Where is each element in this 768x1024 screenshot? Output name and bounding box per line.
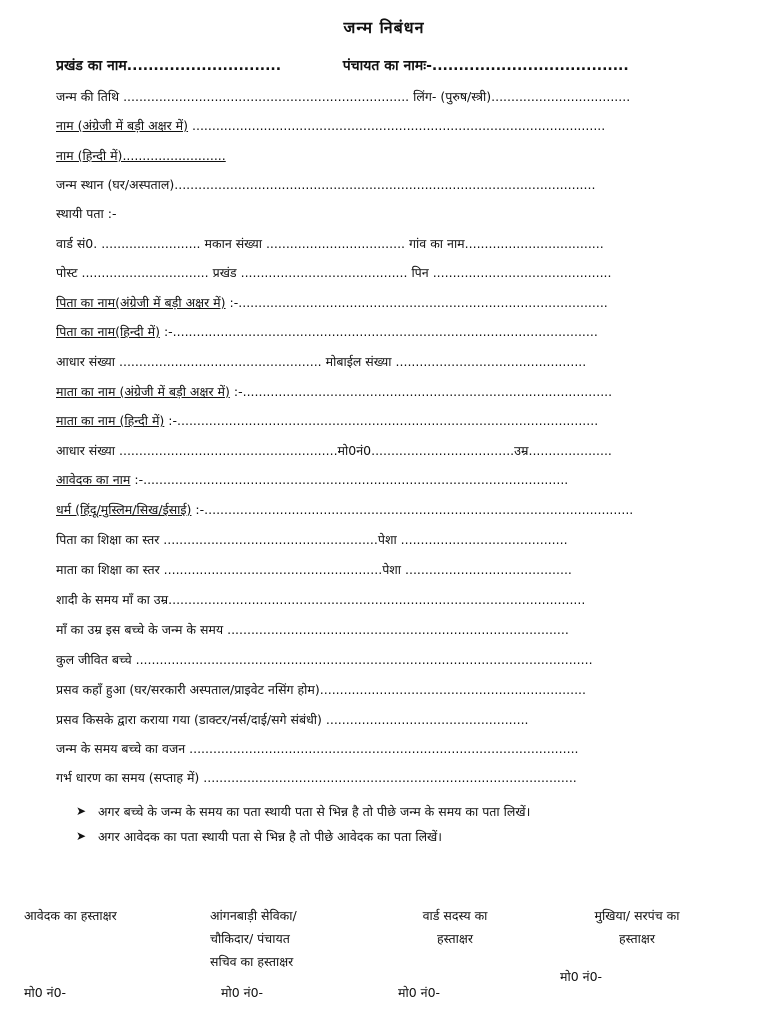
permanent-address-label: स्थायी पता :- (56, 206, 117, 221)
birth-place-field: जन्म स्थान (घर/अस्पताल).......................................................................................................... (56, 177, 596, 192)
mukhiya-mobile-label: मो0 नं0- (560, 969, 603, 984)
post-block-pin-field: पोस्ट ................................ प्रखंड .......................................... पिन ............................................. (56, 265, 612, 280)
panchayat-name-field: पंचायत का नामः-..................................... (342, 58, 629, 74)
mukhiya-signature (562, 904, 712, 950)
mother-name-hindi-label: माता का नाम (हिन्दी में) (56, 413, 165, 428)
father-name-hindi-label: पिता का नाम(हिन्दी में) (56, 324, 160, 339)
ward-member-signature-line-1: वार्ड सदस्य का (422, 908, 488, 923)
note-text: अगर बच्चे के जन्म के समय का पता स्थायी पता से भिन्न है तो पीछे जन्म के समय का पता लिखें। (98, 804, 531, 819)
religion-label: धर्म (हिंदू/मुस्लिम/सिख/ईसाई) (56, 502, 192, 517)
delivery-by-field: प्रसव किसके द्वारा कराया गया (डाक्टर/नर्स/दाई/सगे संबंधी) ................................................... (56, 712, 529, 727)
applicant-name-label: आवेदक का नाम (56, 472, 131, 487)
name-english-label: नाम (अंग्रेजी में बड़ी अक्षर में) (56, 118, 189, 133)
arrow-bullet-icon: ➤ (76, 804, 87, 818)
mother-education-field: माता का शिक्षा का स्तर .......................................................पेशा .......................................... (56, 562, 572, 577)
anganwadi-signature-line-3: सचिव का हस्ताक्षर (210, 954, 294, 969)
ward-member-mobile-label: मो0 नं0- (398, 985, 441, 1000)
dob-gender-field: जन्म की तिथि ........................................................................ लिंग- (पुरुष/स्त्री)................................... (56, 89, 631, 104)
ward-member-signature-line-2: हस्ताक्षर (437, 931, 473, 946)
father-name-hindi-blank: :-........................................................................................................... (163, 324, 598, 339)
mother-aadhaar-mobile-age-field: आधार संख्या .......................................................मो0नं0....................................उम्र..................... (56, 443, 612, 458)
mukhiya-signature-line-2: हस्ताक्षर (619, 931, 655, 946)
name-english-blank: ........................................................................................................ (192, 118, 606, 133)
anganwadi-signature-line-1: आंगनबाड़ी सेविका/ (210, 908, 297, 923)
notes-list (76, 800, 716, 850)
mukhiya-signature-line-1: मुखिया/ सरपंच का (594, 908, 680, 923)
note-text: अगर आवेदक का पता स्थायी पता से भिन्न है तो पीछे आवेदक का पता लिखें। (98, 829, 443, 844)
note-item (76, 800, 716, 823)
applicant-signature-label: आवेदक का हस्ताक्षर (24, 908, 117, 923)
father-name-english-blank: :-............................................................................................. (229, 295, 608, 310)
father-name-hindi-field (56, 323, 706, 340)
applicant-name-field (56, 471, 706, 488)
applicant-mobile-label: मो0 नं0- (24, 985, 67, 1000)
mother-name-english-blank: :-............................................................................................. (233, 384, 613, 399)
applicant-name-blank: :-........................................................................................................... (134, 472, 569, 487)
anganwadi-signature (210, 904, 297, 973)
mother-age-at-birth-field: माँ का उम्र इस बच्चे के जन्म के समय ...................................................................................... (56, 622, 569, 637)
mother-name-hindi-blank: :-.......................................................................................................... (168, 413, 599, 428)
gestation-period-field: गर्भ धारण का समय (सप्ताह में) .............................................................................................. (56, 770, 577, 785)
mother-age-at-marriage-field: शादी के समय माँ का उम्र......................................................................................................... (56, 592, 586, 607)
religion-field (56, 501, 706, 518)
form-title: जन्म निबंधन (343, 18, 425, 37)
mother-name-hindi-field (56, 412, 706, 429)
mother-name-english-label: माता का नाम (अंग्रेजी में बड़ी अक्षर में) (56, 384, 230, 399)
living-children-field: कुल जीवित बच्चे ................................................................................................................... (56, 652, 593, 667)
anganwadi-signature-line-2: चौकिदार/ पंचायत (210, 931, 290, 946)
father-name-english-label: पिता का नाम(अंग्रेजी में बड़ी अक्षर में) (56, 295, 226, 310)
delivery-place-field: प्रसव कहाँ हुआ (घर/सरकारी अस्पताल/प्राइवेट नसिंग होम)................................................................... (56, 682, 586, 697)
name-english-field (56, 117, 706, 134)
father-name-english-field (56, 294, 706, 311)
ward-member-signature (395, 904, 515, 950)
anganwadi-mobile-label: मो0 नं0- (221, 985, 264, 1000)
block-name-field: प्रखंड का नाम............................. (56, 58, 282, 74)
name-hindi-field (56, 147, 706, 164)
mother-name-english-field (56, 383, 706, 400)
father-education-field: पिता का शिक्षा का स्तर ......................................................पेशा .......................................... (56, 532, 568, 547)
note-item (76, 825, 716, 848)
name-hindi-label: नाम (हिन्दी में).......................... (56, 148, 226, 163)
header-row (56, 56, 706, 75)
arrow-bullet-icon: ➤ (76, 829, 87, 843)
applicant-signature (24, 904, 117, 927)
aadhaar-mobile-field: आधार संख्या ................................................... मोबाईल संख्या ................................................ (56, 354, 587, 369)
birth-weight-field: जन्म के समय बच्चे का वजन .................................................................................................. (56, 741, 579, 756)
ward-house-village-field: वार्ड सं0. ......................... मकान संख्या ................................... गांव का नाम................................... (56, 236, 604, 251)
religion-blank: :-............................................................................................................ (195, 502, 634, 517)
